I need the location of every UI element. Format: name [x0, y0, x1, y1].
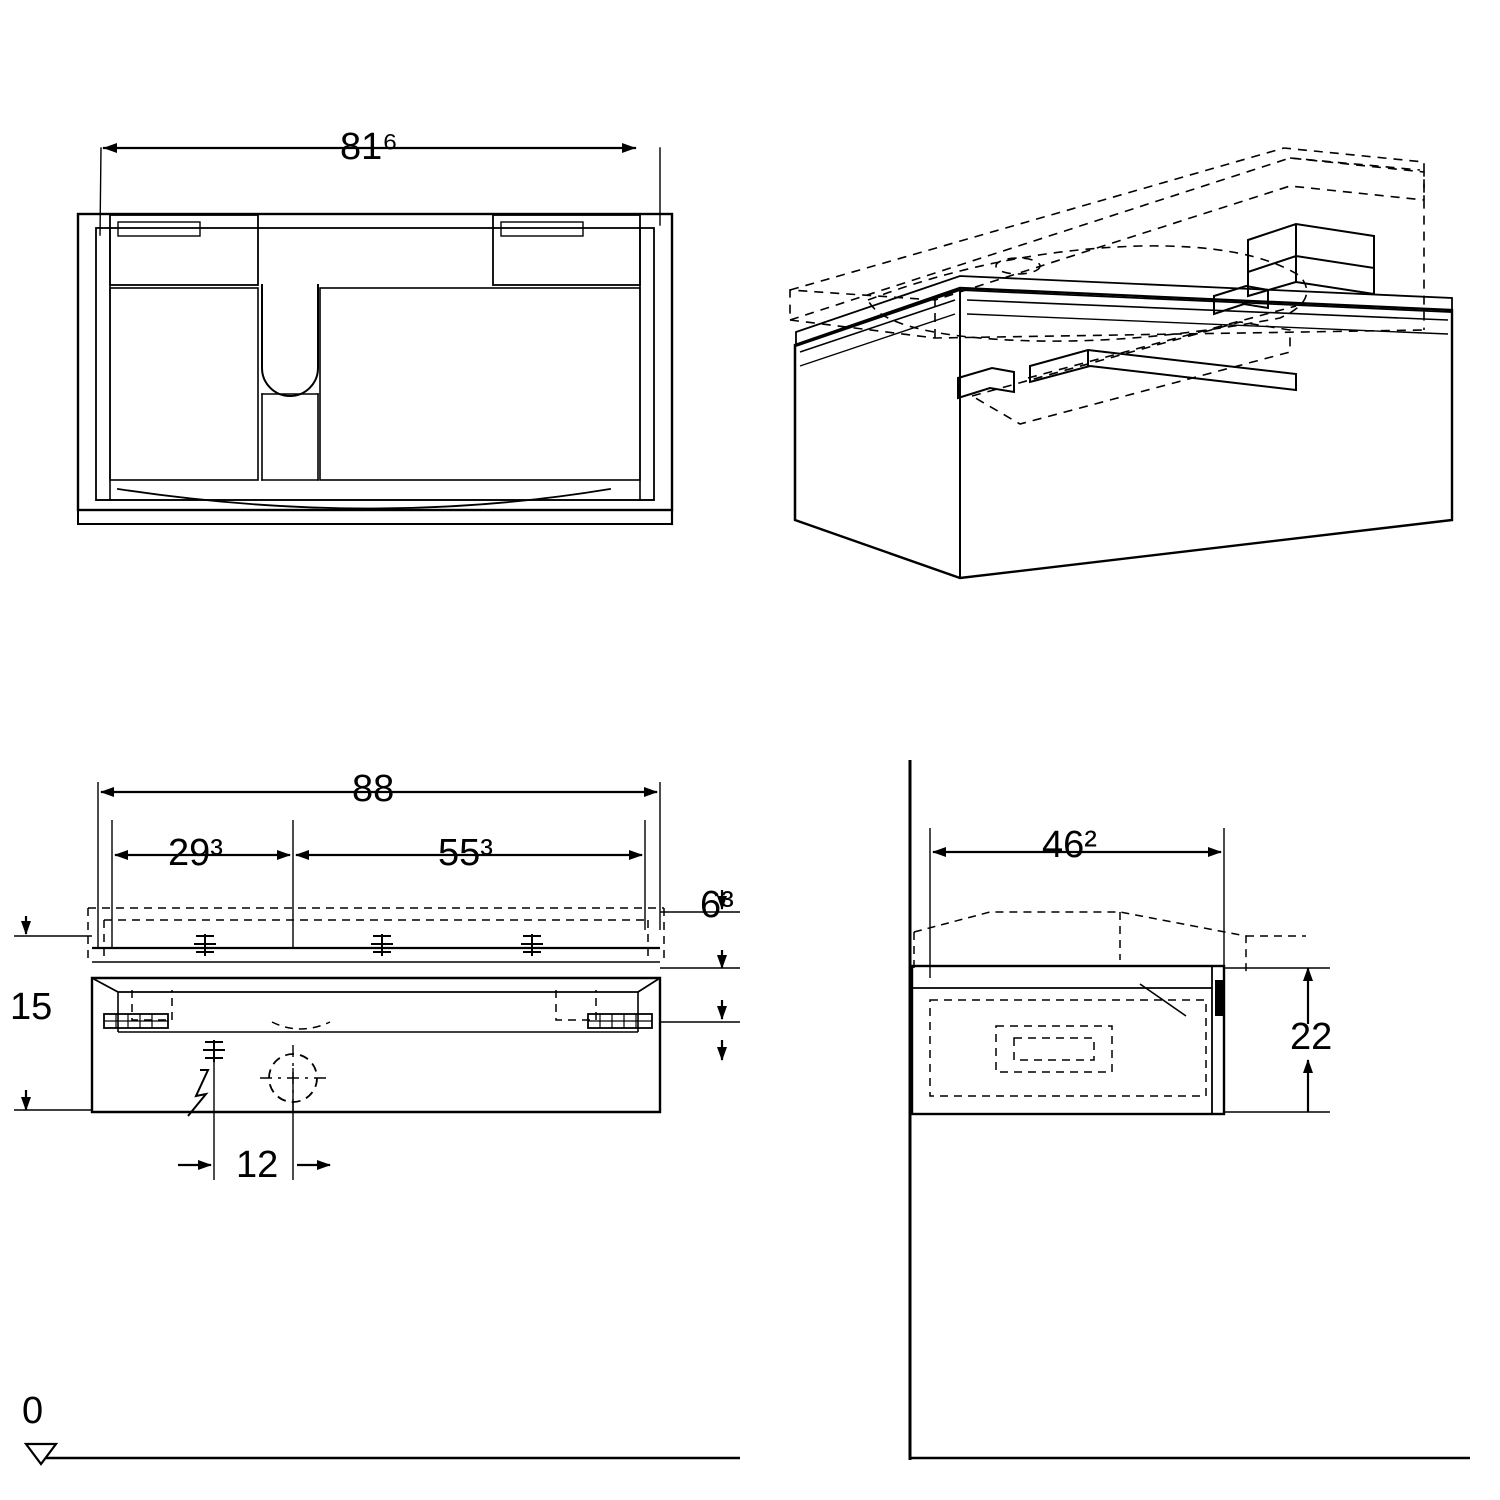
front-section-geometry: [78, 148, 672, 524]
dim-offset-12: 12: [236, 1144, 279, 1186]
isometric-geometry: [795, 276, 1452, 578]
plan-dimension-lines: [14, 782, 740, 1180]
side-section-geometry: [910, 760, 1333, 1460]
side-hidden-lines: [914, 912, 1306, 1096]
dim-overall-width: 88: [352, 768, 395, 810]
dim-depth: 46²: [1042, 824, 1097, 866]
floor-level-label: 0: [22, 1390, 44, 1432]
dim-height-15: 15: [10, 986, 53, 1028]
dim-rear-offset: 6³: [700, 884, 734, 926]
dim-left-segment: 29³: [168, 832, 223, 874]
isometric-rail-detail: [958, 224, 1374, 398]
dim-cabinet-height: 22: [1290, 1016, 1333, 1058]
plan-hidden-lines: [88, 908, 664, 1029]
isometric-hidden-lines: [790, 148, 1424, 424]
plan-geometry: [92, 948, 660, 1112]
floor-level-geometry: [26, 1444, 1470, 1464]
dim-right-segment: 55³: [438, 832, 493, 874]
dim-width-inner: 81⁶: [340, 126, 398, 168]
